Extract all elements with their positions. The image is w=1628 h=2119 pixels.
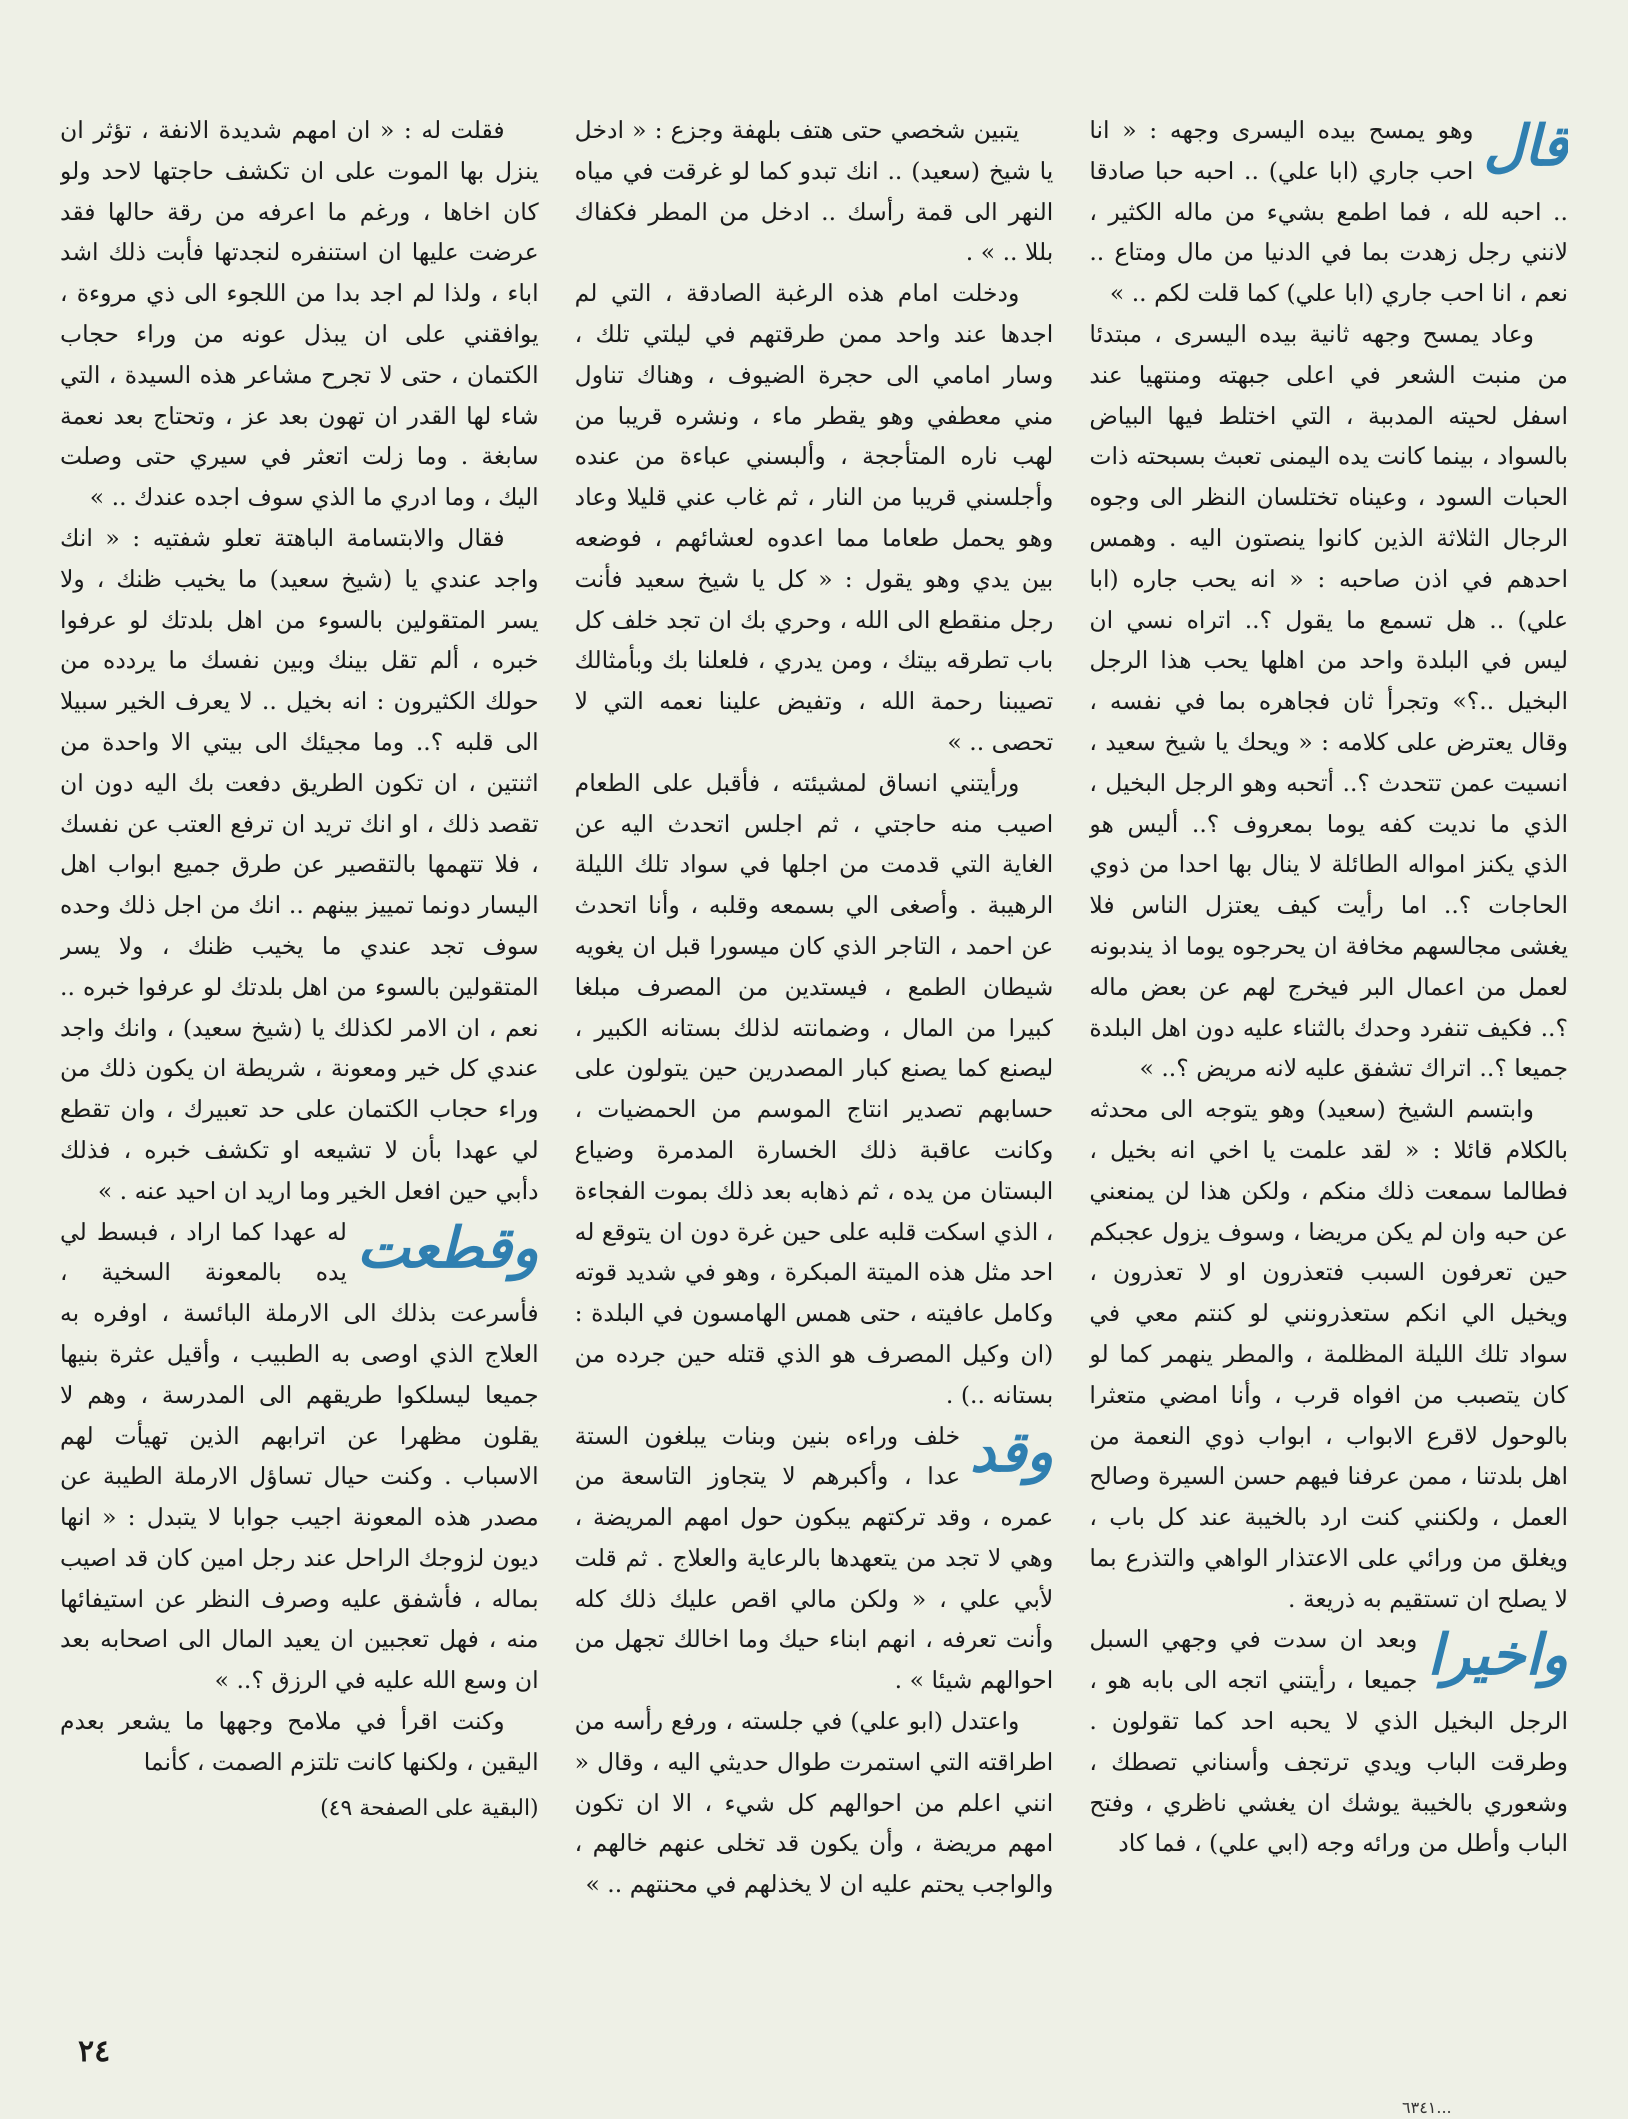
article-paragraph	[575, 273, 1054, 763]
article-paragraph	[575, 1416, 1054, 1702]
article-column-3	[60, 110, 539, 1980]
article-paragraph	[60, 110, 539, 518]
article-paragraph	[1089, 110, 1568, 314]
paragraph-text: واعتدل (ابو علي) في جلسته ، ورفع رأسه من اطراقته التي استمرت طوال حديثي اليه ، وقال « انني اعلم من احوالهم كل شيء ، الا ان تكون امهم مريضة ، وأن يكون قد تخلى عنهم خالهم ، والواجب يحتم عليه ان لا يخذلهم في محنتهم .. »	[574, 1707, 1054, 1899]
drop-cap-word: قال	[1483, 113, 1568, 179]
article-paragraph	[575, 110, 1054, 273]
article-column-2	[575, 110, 1054, 1980]
paragraph-text: يتبين شخصي حتى هتف بلهفة وجزع : « ادخل يا شيخ (سعيد) .. انك تبدو كما لو غرقت في مياه النهر الى قمة رأسك .. ادخل من المطر فكفاك بللا .. » .	[574, 116, 1054, 267]
article-paragraph	[60, 1212, 539, 1702]
paragraph-text: وعاد يمسح وجهه ثانية بيده اليسرى ، مبتدئا من منبت الشعر في اعلى جبهته ومنتهيا عند اسفل لحيته المدببة ، التي اختلط فيها البياض بالسواد ، بينما كانت يده اليمنى تعبث بسبحته ذات الحبات السود ، وعيناه تختلسان النظر الى وجوه الرجال الثلاثة الذين كانوا ينصتون اليه . وهمس احدهم في اذن صاحبه : « انه يحب جاره (ابا علي) .. هل تسمع ما يقول ؟.. اتراه نسي ان ليس في البلدة واحد من اهلها يحب هذا الرجل البخيل ..؟» وتجرأ ثان فجاهره بما في نفسه ، وقال يعترض على كلامه : « ويحك يا شيخ سعيد ، انسيت عمن تتحدث ؟.. أتحبه وهو الرجل البخيل ، الذي ما نديت كفه يوما بمعروف ؟.. أليس هو الذي يكنز امواله الطائلة لا ينال بها احدا من ذوي الحاجات ؟.. اما رأيت كيف يعتزل الناس فلا يغشى مجالسهم مخافة ان يحرجوه يوما اذ يندبونه لعمل من اعمال البر فيخرج لهم عن بعض ماله ؟.. فكيف تنفرد وحدك بالثناء عليه دون اهل البلدة جميعا ؟.. اتراك تشفق عليه لانه مريض ؟.. »	[1089, 319, 1568, 1083]
corner-mark: ...٦٣٤١	[1402, 2098, 1452, 2117]
paragraph-text: ودخلت امام هذه الرغبة الصادقة ، التي لم اجدها عند واحد ممن طرقتهم في ليلتي تلك ، وسار امامي الى حجرة الضيوف ، وهناك تناول مني معطفي وهو يقطر ماء ، ونشره قريبا من لهب ناره المتأججة ، وألبسني عباءة من عنده وأجلسني قريبا من النار ، ثم غاب عني قليلا وعاد وهو يحمل طعاما مما اعدوه لعشائهم ، فوضعه بين يدي وهو يقول : « كل يا شيخ سعيد فأنت رجل منقطع الى الله ، وحري بك ان تجد خلف كل باب تطرقه بيتك ، ومن يدري ، فلعلنا بك وبأمثالك تصيبنا رحمة الله ، وتفيض علينا نعمه التي لا تحصى .. »	[574, 279, 1054, 756]
paragraph-text: وبعد ان سدت في وجهي السبل جميعا ، رأيتني اتجه الى بابه هو ، الرجل البخيل الذي لا يحبه احد كما تقولون . وطرقت الباب ويدي ترتجف وأسناني تصطك ، وشعوري بالخيبة يوشك ان يغشي ناظري ، وفتح الباب وأطل من ورائه وجه (ابي علي) ، فما كاد	[1089, 1625, 1568, 1858]
article-paragraph	[575, 1701, 1054, 1905]
article-paragraph	[1089, 314, 1568, 1089]
paragraph-text: ورأيتني انساق لمشيئته ، فأقبل على الطعام اصيب منه حاجتي ، ثم اجلس اتحدث اليه عن الغاية التي قدمت من اجلها في سواد تلك الليلة الرهيبة . وأصغى الي بسمعه وقلبه ، وأنا اتحدث عن احمد ، التاجر الذي كان ميسورا قبل ان يغويه شيطان الطمع ، فيستدين من المصرف مبلغا كبيرا من المال ، وضمانته لذلك بستانه الكبير ، ليصنع كما يصنع كبار المصدرين حين يتولون على حسابهم تصدير انتاج الموسم من الحمضيات ، وكانت عاقبة ذلك الخسارة المدمرة وضياع البستان من يده ، ثم ذهابه بعد ذلك بموت الفجاءة ، الذي اسكت قلبه على حين غرة دون ان يتوقع له احد مثل هذه الميتة المبكرة ، وهو في شديد قوته وكامل عافيته ، حتى همس الهامسون في البلدة : (ان وكيل المصرف هو الذي قتله حين جرده من بستانه ..) .	[574, 768, 1054, 1409]
article-paragraph	[575, 763, 1054, 1416]
paragraph-text: فقال والابتسامة الباهتة تعلو شفتيه : « انك واجد عندي يا (شيخ سعيد) ما يخيب ظنك ، ولا يسر المتقولين بالسوء من اهل بلدتك لو عرفوا خبره ، ألم تقل بينك وبين نفسك ما يردده من حولك الكثيرون : انه بخيل .. لا يعرف الخير سبيلا الى قلبه ؟.. وما مجيئك الى بيتي الا واحدة من اثنتين ، ان تكون الطريق دفعت بك اليه دون ان تقصد ذلك ، او انك تريد ان ترفع العتب عن نفسك ، فلا تتهمها بالتقصير عن طرق جميع ابواب اهل اليسار دونما تمييز بينهم .. انك من اجل ذلك وحده سوف تجد عندي ما يخيب ظنك ، ولا يسر المتقولين بالسوء من اهل بلدتك لو عرفوا خبره .. نعم ، ان الامر لكذلك يا (شيخ سعيد) ، وانك واجد عندي كل خير ومعونة ، شريطة ان يكون ذلك من وراء حجاب الكتمان على حد تعبيرك ، وان تقطع لي عهدا بأن لا تشيعه او تكشف خبره ، فذلك دأبي حين افعل الخير وما اريد ان احيد عنه . »	[59, 523, 539, 1205]
continuation-note: (البقية على الصفحة ٤٩)	[320, 1795, 539, 1821]
drop-cap-word: واخيرا	[1427, 1622, 1568, 1689]
article-paragraph	[1089, 1089, 1568, 1619]
article-column-1	[1089, 110, 1568, 1980]
article-paragraph	[60, 1701, 539, 1783]
paragraph-text: وابتسم الشيخ (سعيد) وهو يتوجه الى محدثه بالكلام قائلا : « لقد علمت يا اخي انه بخيل ، فطالما سمعت ذلك منكم ، ولكن هذا لن يمنعني عن حبه وان لم يكن مريضا ، وسوف يزول عجبكم حين تعرفون السبب فتعذرون او لا تعذرون ، ويخيل الي انكم ستعذرونني لو كنتم معي في سواد تلك الليلة المظلمة ، والمطر ينهمر كما لو كان يتصبب من افواه قرب ، وأنا امضي متعثرا بالوحول لاقرع الابواب ، ابواب ذوي النعمة من اهل بلدتنا ، ممن عرفنا فيهم حسن السيرة وصالح العمل ، ولكنني كنت ارد بالخيبة عند كل باب ، ويغلق من ورائي على الاعتذار الواهي والتذرع بما لا يصلح ان تستقيم به ذريعة .	[1089, 1095, 1568, 1613]
article-paragraph	[60, 518, 539, 1212]
page-number: ٢٤	[78, 2034, 111, 2069]
drop-cap-word: وقد	[970, 1418, 1054, 1485]
paragraph-text: خلف وراءه بنين وبنات يبلغون الستة عدا ، وأكبرهم لا يتجاوز التاسعة من عمره ، وقد تركتهم يبكون حول امهم المريضة ، وهي لا تجد من يتعهدها بالرعاية والعلاج . ثم قلت لأبي علي ، « ولكن مالي اقص عليك ذلك كله وأنت تعرفه ، انهم ابناء حيك وما اخالك تجهل من احوالهم شيئا » .	[574, 1421, 1054, 1695]
paragraph-text: وهو يمسح بيده اليسرى وجهه : « انا احب جاري (ابا علي) .. احبه حبا صادقا .. احبه لله ، فما اطمع بشيء من ماله الكثير ، لانني رجل زهدت بما في الدنيا من مال ومتاع .. نعم ، انا احب جاري (ابا علي) كما قلت لكم .. »	[1089, 116, 1568, 308]
article-paragraph	[1089, 1619, 1568, 1864]
paragraph-text: وكنت اقرأ في ملامح وجهها ما يشعر بعدم اليقين ، ولكنها كانت تلتزم الصمت ، كأنما	[59, 1707, 539, 1776]
drop-cap-word: وقطعت	[356, 1214, 539, 1281]
paragraph-text: فقلت له : « ان امهم شديدة الانفة ، تؤثر ان ينزل بها الموت على ان تكشف حاجتها لاحد ولو كان اخاها ، ورغم ما اعرفه من رقة حالها فقد عرضت عليها ان استنفره لنجدتها فأبت ذلك اشد اباء ، ولذا لم اجد بدا من اللجوء الى ذي مروءة ، يوافقني على ان يبذل عونه من وراء حجاب الكتمان ، حتى لا تجرح مشاعر هذه السيدة ، التي شاء لها القدر ان تهون بعد عز ، وتحتاج بعد نعمة سابغة . وما زلت اتعثر في سيري حتى وصلت اليك ، وما ادري ما الذي سوف اجده عندك .. »	[59, 116, 539, 512]
paragraph-text: له عهدا كما اراد ، فبسط لي يده بالمعونة السخية ، فأسرعت بذلك الى الارملة البائسة ، اوفره به العلاج الذي اوصى به الطبيب ، وأقيل عثرة بنيها جميعا ليسلكوا طريقهم الى المدرسة ، وهم لا يقلون مظهرا عن اترابهم الذين تهيأت لهم الاسباب . وكنت حيال تساؤل الارملة الطيبة عن مصدر هذه المعونة اجيب جوابا لا يتبدل : « انها ديون لزوجك الراحل عند رجل امين كان قد اصيب بماله ، فأشفق عليه وصرف النظر عن استيفائها منه ، فهل تعجبين ان يعيد المال الى اصحابه بعد ان وسع الله عليه في الرزق ؟.. »	[59, 1217, 539, 1695]
text-columns	[60, 110, 1568, 1980]
